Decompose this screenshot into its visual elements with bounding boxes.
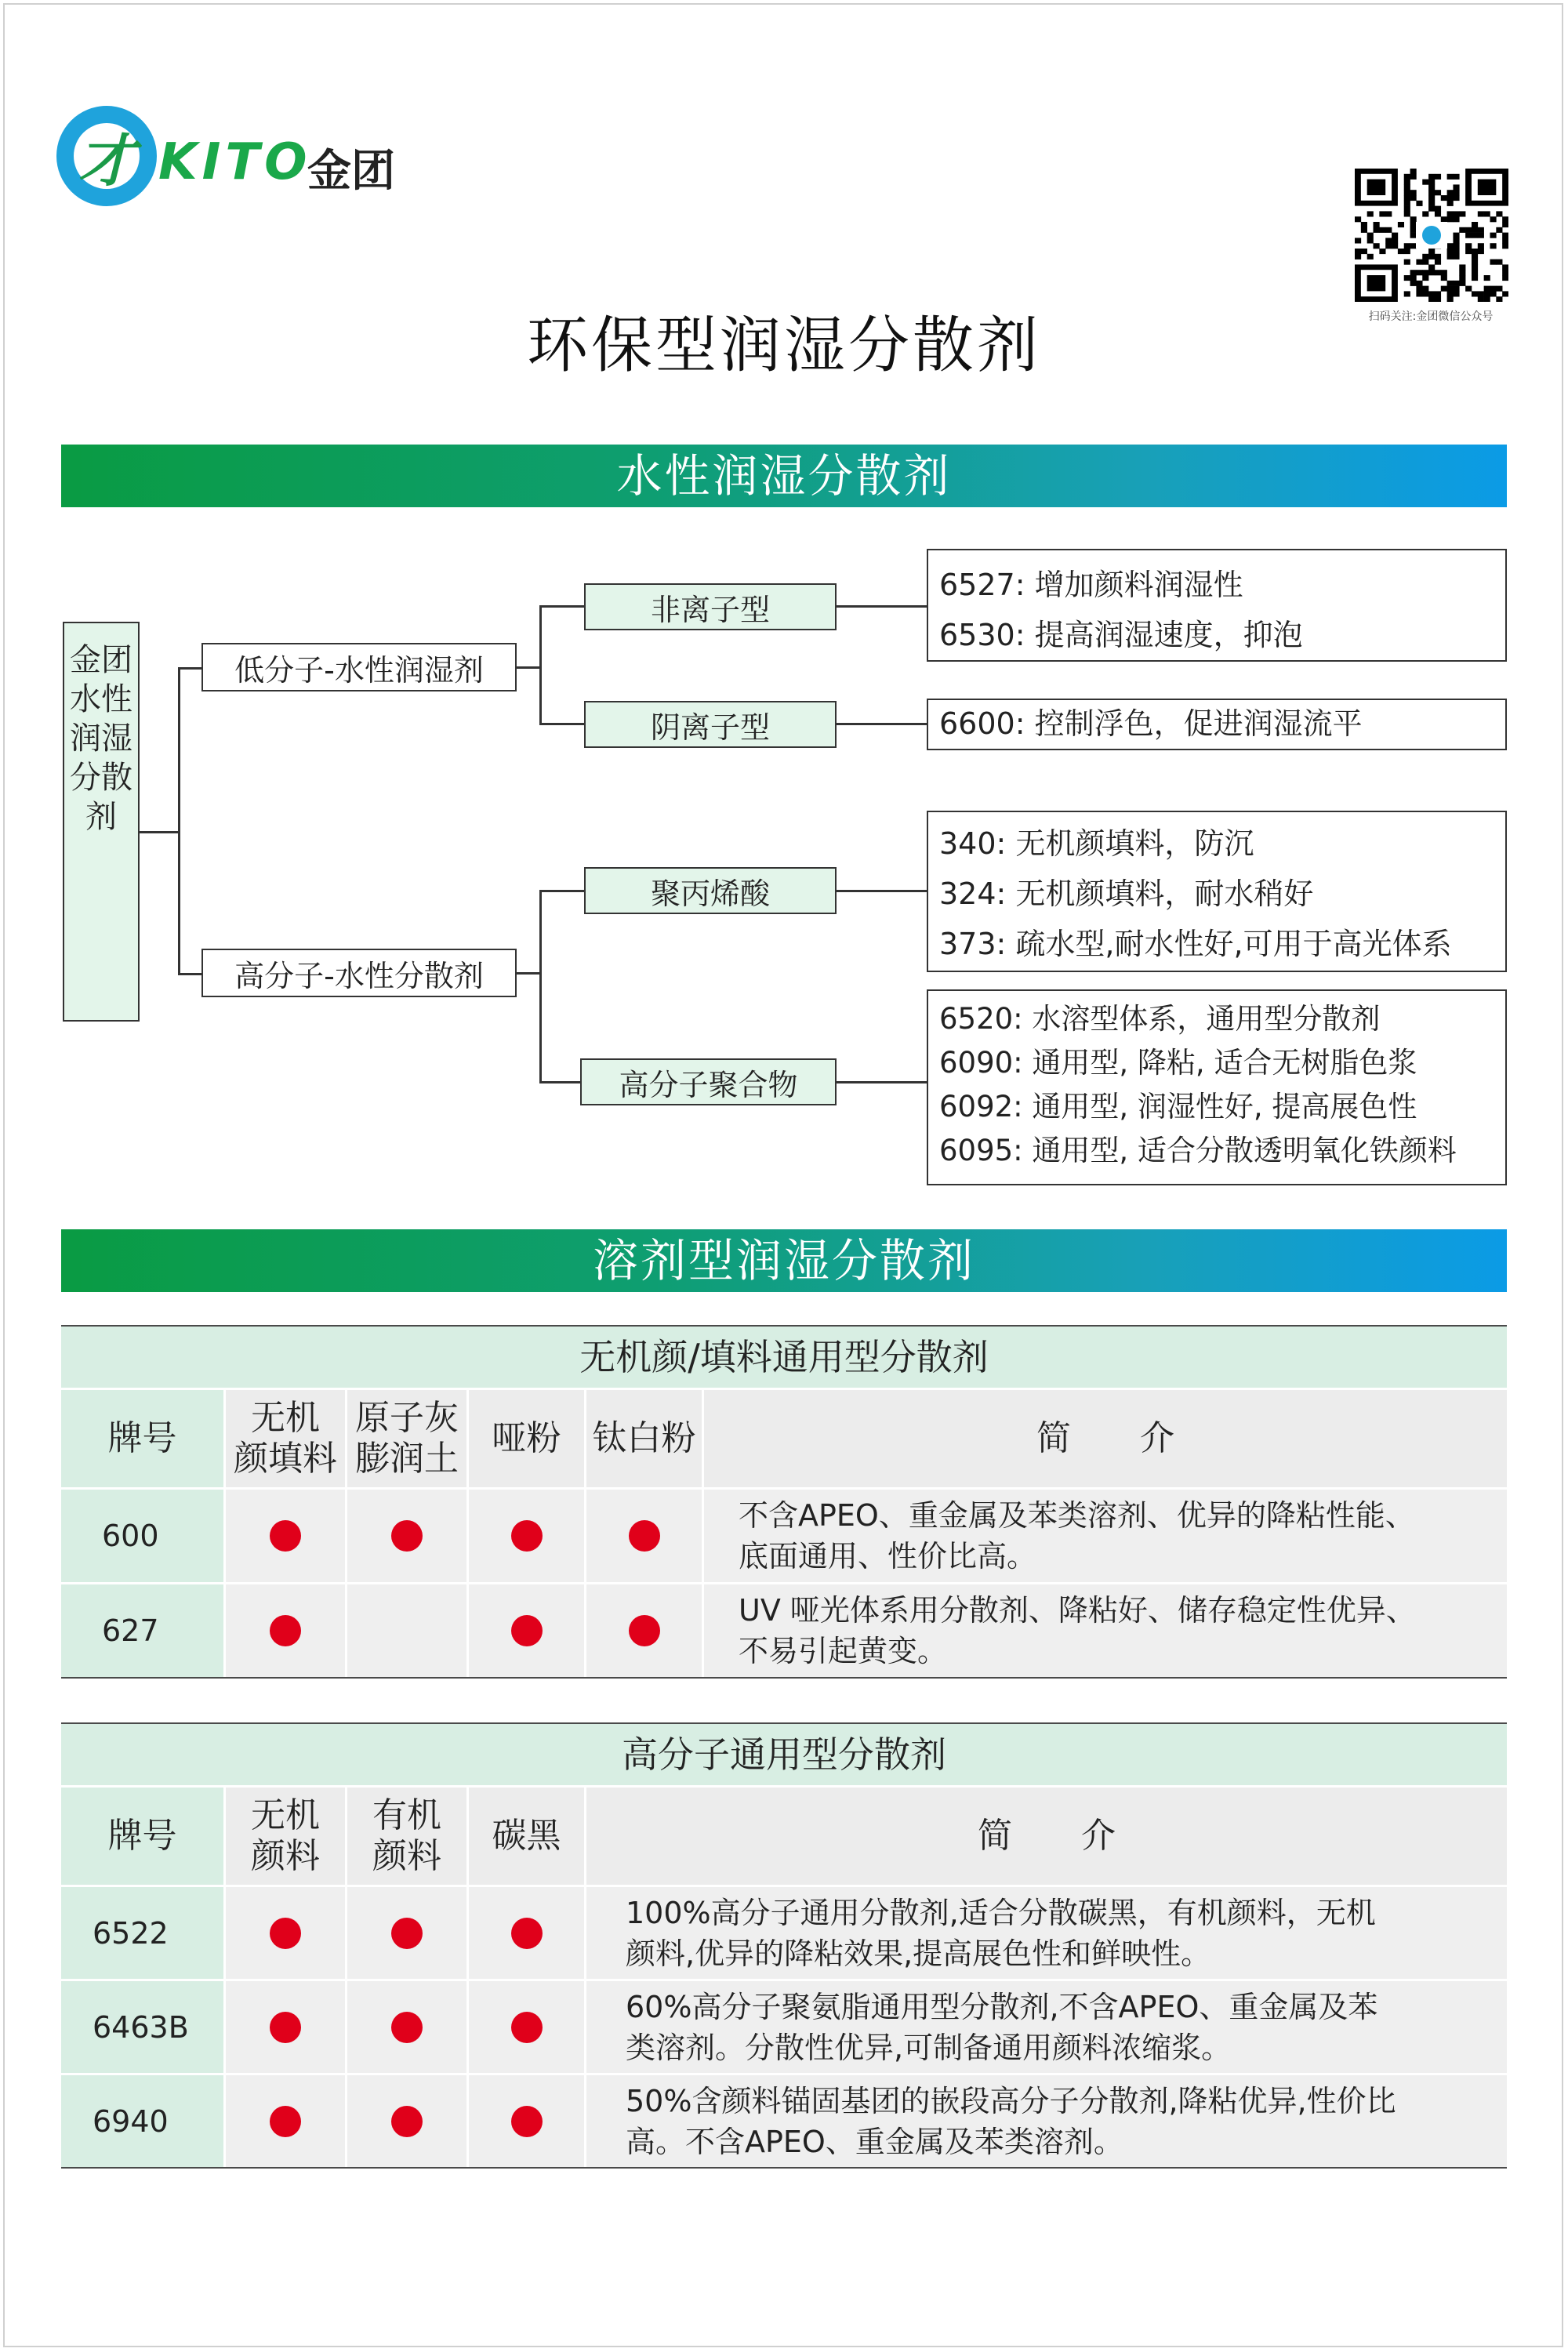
connector bbox=[837, 1081, 927, 1083]
table-title: 无机颜/填料通用型分散剂 bbox=[61, 1327, 1507, 1388]
description-cell: UV 哑光体系用分散剂、降粘好、储存稳定性优异、 不易引起黄变。 bbox=[704, 1584, 1507, 1677]
description-cell: 60%高分子聚氨脂通用型分散剂,不含APEO、重金属及苯 类溶剂。分散性优异,可制备通用颜料浓缩浆。 bbox=[586, 1981, 1507, 2073]
desc-line: 6090: 通用型, 降粘, 适合无树脂色浆 bbox=[939, 1046, 1417, 1080]
header-cell: 无机 颜填料 bbox=[226, 1390, 347, 1487]
connector bbox=[539, 890, 584, 892]
product-code: 600 bbox=[61, 1490, 226, 1582]
connector bbox=[178, 667, 180, 975]
header-cell: 简 介 bbox=[586, 1788, 1507, 1885]
product-code: 6522 bbox=[61, 1887, 226, 1979]
connector bbox=[178, 973, 201, 975]
connector bbox=[178, 667, 201, 670]
desc-line: 6530: 提高润湿速度，抑泡 bbox=[939, 618, 1303, 652]
mark-cell bbox=[347, 1981, 469, 2073]
applicable-dot-icon bbox=[391, 2012, 423, 2043]
mark-cell bbox=[347, 1584, 469, 1677]
table-row bbox=[61, 1487, 1507, 1582]
header-cell: 无机 颜料 bbox=[226, 1788, 347, 1885]
connector bbox=[837, 890, 927, 892]
mark-cell bbox=[469, 1887, 586, 1979]
desc-line: 373: 疏水型,耐水性好,可用于高光体系 bbox=[939, 927, 1452, 961]
desc-box-anionic bbox=[927, 699, 1507, 750]
applicable-dot-icon bbox=[270, 2012, 301, 2043]
applicable-dot-icon bbox=[391, 1520, 423, 1552]
desc-box-polymer bbox=[927, 989, 1507, 1185]
product-code: 6940 bbox=[61, 2075, 226, 2167]
connector bbox=[539, 605, 542, 725]
logo-circle-icon bbox=[56, 106, 157, 206]
applicable-dot-icon bbox=[270, 1615, 301, 1646]
header-cell: 牌号 bbox=[61, 1788, 226, 1885]
connector bbox=[539, 605, 584, 608]
table-polymer-dispersants bbox=[61, 1722, 1507, 2169]
header-cell: 碳黑 bbox=[469, 1788, 586, 1885]
tree-node-high-molecular: 高分子-水性分散剂 bbox=[201, 949, 517, 997]
header-cell: 牌号 bbox=[61, 1390, 226, 1487]
table-row bbox=[61, 2073, 1507, 2167]
header-cell: 原子灰 膨润土 bbox=[347, 1390, 469, 1487]
description-cell: 50%含颜料锚固基团的嵌段高分子分散剂,降粘优异,性价比 高。不含APEO、重金属及苯类溶剂。 bbox=[586, 2075, 1507, 2167]
desc-line: 324: 无机颜填料，耐水稍好 bbox=[939, 877, 1314, 911]
desc-line: 6092: 通用型, 润湿性好, 提高展色性 bbox=[939, 1090, 1417, 1123]
desc-box-polyacrylic bbox=[927, 811, 1507, 972]
table-title: 高分子通用型分散剂 bbox=[61, 1724, 1507, 1785]
applicable-dot-icon bbox=[511, 1615, 543, 1646]
tree-node-polyacrylic: 聚丙烯酸 bbox=[584, 867, 837, 914]
connector bbox=[539, 723, 584, 725]
tree-node-anionic: 阴离子型 bbox=[584, 701, 837, 748]
logo-mark: 才 bbox=[78, 127, 135, 194]
mark-cell bbox=[586, 1584, 704, 1677]
mark-cell bbox=[469, 1490, 586, 1582]
mark-cell bbox=[226, 1981, 347, 2073]
applicable-dot-icon bbox=[270, 1520, 301, 1552]
applicable-dot-icon bbox=[511, 2012, 543, 2043]
table-header-row bbox=[61, 1785, 1507, 1885]
tree-node-nonionic: 非离子型 bbox=[584, 583, 837, 630]
connector bbox=[517, 666, 540, 669]
header-cell: 有机 颜料 bbox=[347, 1788, 469, 1885]
qr-caption: 扫码关注:金团微信公众号 bbox=[1368, 310, 1494, 323]
header-cell: 哑粉 bbox=[469, 1390, 586, 1487]
applicable-dot-icon bbox=[511, 1520, 543, 1552]
table-row bbox=[61, 1979, 1507, 2073]
desc-box-nonionic bbox=[927, 549, 1507, 662]
mark-cell bbox=[226, 1490, 347, 1582]
mark-cell bbox=[347, 1887, 469, 1979]
tree-node-low-molecular: 低分子-水性润湿剂 bbox=[201, 643, 517, 691]
applicable-dot-icon bbox=[629, 1520, 660, 1552]
tree-node-polymer: 高分子聚合物 bbox=[580, 1058, 837, 1105]
qr-code-icon bbox=[1355, 169, 1508, 302]
mark-cell bbox=[226, 1887, 347, 1979]
table-row bbox=[61, 1885, 1507, 1979]
applicable-dot-icon bbox=[511, 1918, 543, 1949]
desc-line: 6520: 水溶型体系，通用型分散剂 bbox=[939, 1002, 1381, 1036]
logo-chinese-text: 金团 bbox=[307, 146, 395, 197]
table-row bbox=[61, 1582, 1507, 1677]
product-code: 6463B bbox=[61, 1981, 226, 2073]
connector bbox=[837, 605, 927, 608]
applicable-dot-icon bbox=[391, 1918, 423, 1949]
desc-line: 340: 无机颜填料，防沉 bbox=[939, 826, 1254, 861]
header-cell: 钛白粉 bbox=[586, 1390, 704, 1487]
description-cell: 不含APEO、重金属及苯类溶剂、优异的降粘性能、 底面通用、性价比高。 bbox=[704, 1490, 1507, 1582]
applicable-dot-icon bbox=[511, 2106, 543, 2137]
mark-cell bbox=[586, 1490, 704, 1582]
mark-cell bbox=[226, 1584, 347, 1677]
connector bbox=[837, 723, 927, 725]
tree-root: 金团水性润湿分散剂 bbox=[63, 622, 140, 1022]
connector bbox=[539, 1081, 584, 1083]
table-inorganic-dispersants bbox=[61, 1325, 1507, 1679]
connector bbox=[539, 890, 542, 1083]
mark-cell bbox=[469, 2075, 586, 2167]
description-cell: 100%高分子通用分散剂,适合分散碳黑，有机颜料，无机 颜料,优异的降粘效果,提高展色性和鲜映性。 bbox=[586, 1887, 1507, 1979]
logo-kito-text: KITO bbox=[158, 133, 312, 191]
desc-line: 6095: 通用型, 适合分散透明氧化铁颜料 bbox=[939, 1134, 1457, 1167]
section-bar-water: 水性润湿分散剂 bbox=[61, 445, 1507, 507]
applicable-dot-icon bbox=[391, 2106, 423, 2137]
desc-line: 6527: 增加颜料润湿性 bbox=[939, 568, 1243, 602]
mark-cell bbox=[347, 1490, 469, 1582]
company-logo bbox=[56, 102, 425, 212]
applicable-dot-icon bbox=[270, 2106, 301, 2137]
header-cell: 简 介 bbox=[704, 1390, 1507, 1487]
table-header-row bbox=[61, 1388, 1507, 1487]
mark-cell bbox=[347, 2075, 469, 2167]
section-bar-solvent: 溶剂型润湿分散剂 bbox=[61, 1229, 1507, 1292]
connector bbox=[517, 972, 540, 975]
mark-cell bbox=[226, 2075, 347, 2167]
desc-line: 6600: 控制浮色，促进润湿流平 bbox=[939, 706, 1363, 741]
mark-cell bbox=[469, 1584, 586, 1677]
page-title: 环保型润湿分散剂 bbox=[526, 310, 1041, 381]
mark-cell bbox=[469, 1981, 586, 2073]
connector bbox=[140, 831, 179, 833]
product-code: 627 bbox=[61, 1584, 226, 1677]
applicable-dot-icon bbox=[270, 1918, 301, 1949]
applicable-dot-icon bbox=[629, 1615, 660, 1646]
